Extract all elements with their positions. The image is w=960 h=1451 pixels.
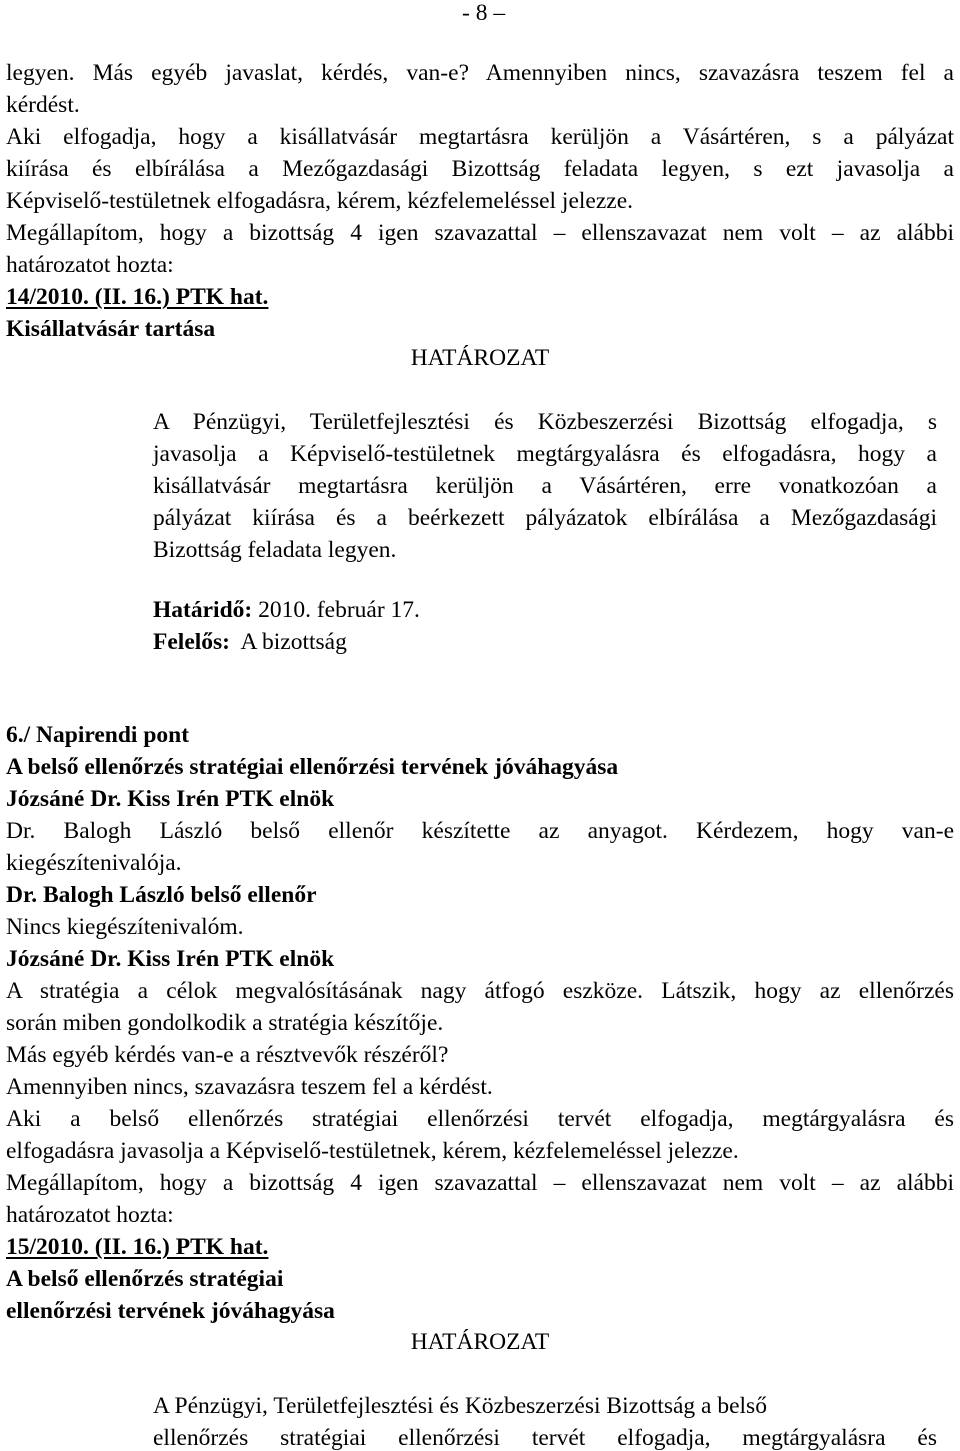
resolution-body-line: A Pénzügyi, Területfejlesztési és Közbeszerzési Bizottság elfogadja, s xyxy=(153,409,937,435)
resolution-body-line: Bizottság feladata legyen. xyxy=(153,537,397,563)
resolution-body-line: ellenőrzés stratégiai ellenőrzési tervét elfogadja, megtárgyalásra és xyxy=(153,1425,937,1451)
text-line: kérdést. xyxy=(6,92,80,118)
text-line: Más egyéb kérdés van-e a résztvevők részéről? xyxy=(6,1042,449,1068)
text-line: Megállapítom, hogy a bizottság 4 igen szavazattal – ellenszavazat nem volt – az alábbi xyxy=(6,220,954,246)
page-number: - 8 – xyxy=(462,0,506,26)
resolution-number: 14/2010. (II. 16.) PTK hat. xyxy=(6,284,269,310)
text-line: kiegészítenivalója. xyxy=(6,850,182,876)
text-line: A stratégia a célok megvalósításának nagy átfogó eszköze. Látszik, hogy az ellenőrzés xyxy=(6,978,954,1004)
resolution-body-line: pályázat kiírása és a beérkezett pályázatok elbírálása a Mezőgazdasági xyxy=(153,505,937,531)
text-line: Képviselő-testületnek elfogadásra, kérem, kézfelemeléssel jelezze. xyxy=(6,188,634,214)
text-line: kiírása és elbírálása a Mezőgazdasági Bizottság feladata legyen, s ezt javasolja a xyxy=(6,156,954,182)
text-line: során miben gondolkodik a stratégia készítője. xyxy=(6,1010,444,1036)
resolution-body-line: kisállatvásár megtartásra kerüljön a Vásártéren, erre vonatkozóan a xyxy=(153,473,937,499)
speaker-name: Józsáné Dr. Kiss Irén PTK elnök xyxy=(6,786,335,812)
responsible-label: Felelős: xyxy=(153,629,230,655)
text-line: Dr. Balogh László belső ellenőr készítette az anyagot. Kérdezem, hogy van-e xyxy=(6,818,954,844)
resolution-number: 15/2010. (II. 16.) PTK hat. xyxy=(6,1234,269,1260)
deadline-label: Határidő: xyxy=(153,597,253,623)
resolution-subject: ellenőrzési tervének jóváhagyása xyxy=(6,1298,335,1324)
resolution-subject: Kisállatvásár tartása xyxy=(6,316,216,342)
resolution-heading: HATÁROZAT xyxy=(410,1329,550,1355)
text-line: határozatot hozta: xyxy=(6,252,174,278)
text-line: legyen. Más egyéb javaslat, kérdés, van-e? Amennyiben nincs, szavazásra teszem fel a xyxy=(6,60,954,86)
text-line: határozatot hozta: xyxy=(6,1202,174,1228)
text-line: Aki elfogadja, hogy a kisállatvásár megtartásra kerüljön a Vásártéren, s a pályázat xyxy=(6,124,954,150)
text-line: Nincs kiegészítenivalóm. xyxy=(6,914,244,940)
agenda-item-label: 6./ Napirendi pont xyxy=(6,722,190,748)
resolution-body-line: javasolja a Képviselő-testületnek megtárgyalásra és elfogadásra, hogy a xyxy=(153,441,937,467)
resolution-body-line: A Pénzügyi, Területfejlesztési és Közbeszerzési Bizottság a belső xyxy=(153,1393,767,1419)
deadline-row xyxy=(153,599,420,623)
agenda-title: A belső ellenőrzés stratégiai ellenőrzési tervének jóváhagyása xyxy=(6,754,619,780)
text-line: Megállapítom, hogy a bizottság 4 igen szavazattal – ellenszavazat nem volt – az alábbi xyxy=(6,1170,954,1196)
text-line: Amennyiben nincs, szavazásra teszem fel a kérdést. xyxy=(6,1074,493,1100)
text-line: elfogadásra javasolja a Képviselő-testületnek, kérem, kézfelemeléssel jelezze. xyxy=(6,1138,739,1164)
responsible-row xyxy=(153,631,347,655)
resolution-subject: A belső ellenőrzés stratégiai xyxy=(6,1266,284,1292)
deadline-value: 2010. február 17. xyxy=(258,597,420,623)
text-line: Aki a belső ellenőrzés stratégiai ellenőrzési tervét elfogadja, megtárgyalásra és xyxy=(6,1106,954,1132)
speaker-name: Józsáné Dr. Kiss Irén PTK elnök xyxy=(6,946,335,972)
resolution-heading: HATÁROZAT xyxy=(410,345,550,371)
responsible-value: A bizottság xyxy=(240,629,347,655)
speaker-name: Dr. Balogh László belső ellenőr xyxy=(6,882,317,908)
